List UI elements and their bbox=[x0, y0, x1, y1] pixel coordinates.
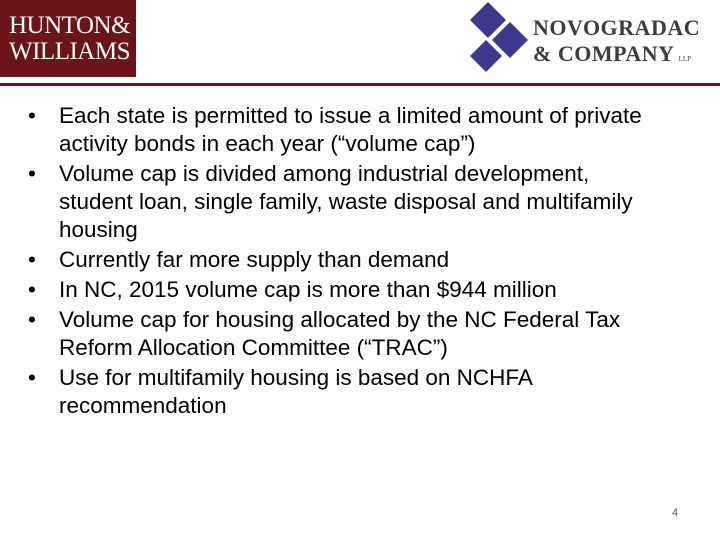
bullet-item bbox=[28, 102, 668, 158]
bullet-item bbox=[28, 306, 668, 362]
bullet-text: Use for multifamily housing is based on NCHFA recommendation bbox=[59, 365, 532, 418]
bullet-dot: • bbox=[28, 307, 36, 332]
bullet-text: Currently far more supply than demand bbox=[59, 247, 450, 272]
bullet-text: Each state is permitted to issue a limited amount of private activity bonds in each year (“volume cap”) bbox=[59, 103, 642, 156]
bullet-item bbox=[28, 160, 668, 244]
bullet-dot: • bbox=[28, 161, 36, 186]
logo-name-line2-text: & COMPANY bbox=[533, 41, 675, 66]
logo-name-line2 bbox=[533, 41, 691, 67]
page-number: 4 bbox=[671, 507, 679, 519]
logo-name-line1: NOVOGRADAC bbox=[533, 15, 701, 40]
bullet-dot: • bbox=[28, 103, 36, 128]
bullet-text: In NC, 2015 volume cap is more than $944 million bbox=[59, 277, 557, 302]
bullet-item bbox=[28, 364, 668, 420]
diamond-mark-icon bbox=[466, 2, 530, 76]
logo-llp: LLP bbox=[678, 55, 692, 63]
logo-text-line2: WILLIAMS bbox=[9, 37, 130, 65]
header-divider bbox=[0, 83, 720, 86]
bullet-text: Volume cap is divided among industrial development, student loan, single family, waste disposal and multifamily housing bbox=[59, 161, 633, 242]
bullet-item bbox=[28, 246, 668, 274]
bullet-list bbox=[28, 102, 668, 422]
bullet-dot: • bbox=[28, 277, 36, 302]
bullet-item bbox=[28, 276, 668, 304]
hunton-williams-logo bbox=[0, 0, 136, 77]
bullet-text: Volume cap for housing allocated by the NC Federal Tax Reform Allocation Committee (“TRAC”) bbox=[59, 307, 621, 360]
logo-text-line1: HUNTON& bbox=[9, 11, 131, 39]
bullet-dot: • bbox=[28, 247, 36, 272]
bullet-dot: • bbox=[28, 365, 36, 390]
novogradac-logo bbox=[466, 2, 720, 78]
